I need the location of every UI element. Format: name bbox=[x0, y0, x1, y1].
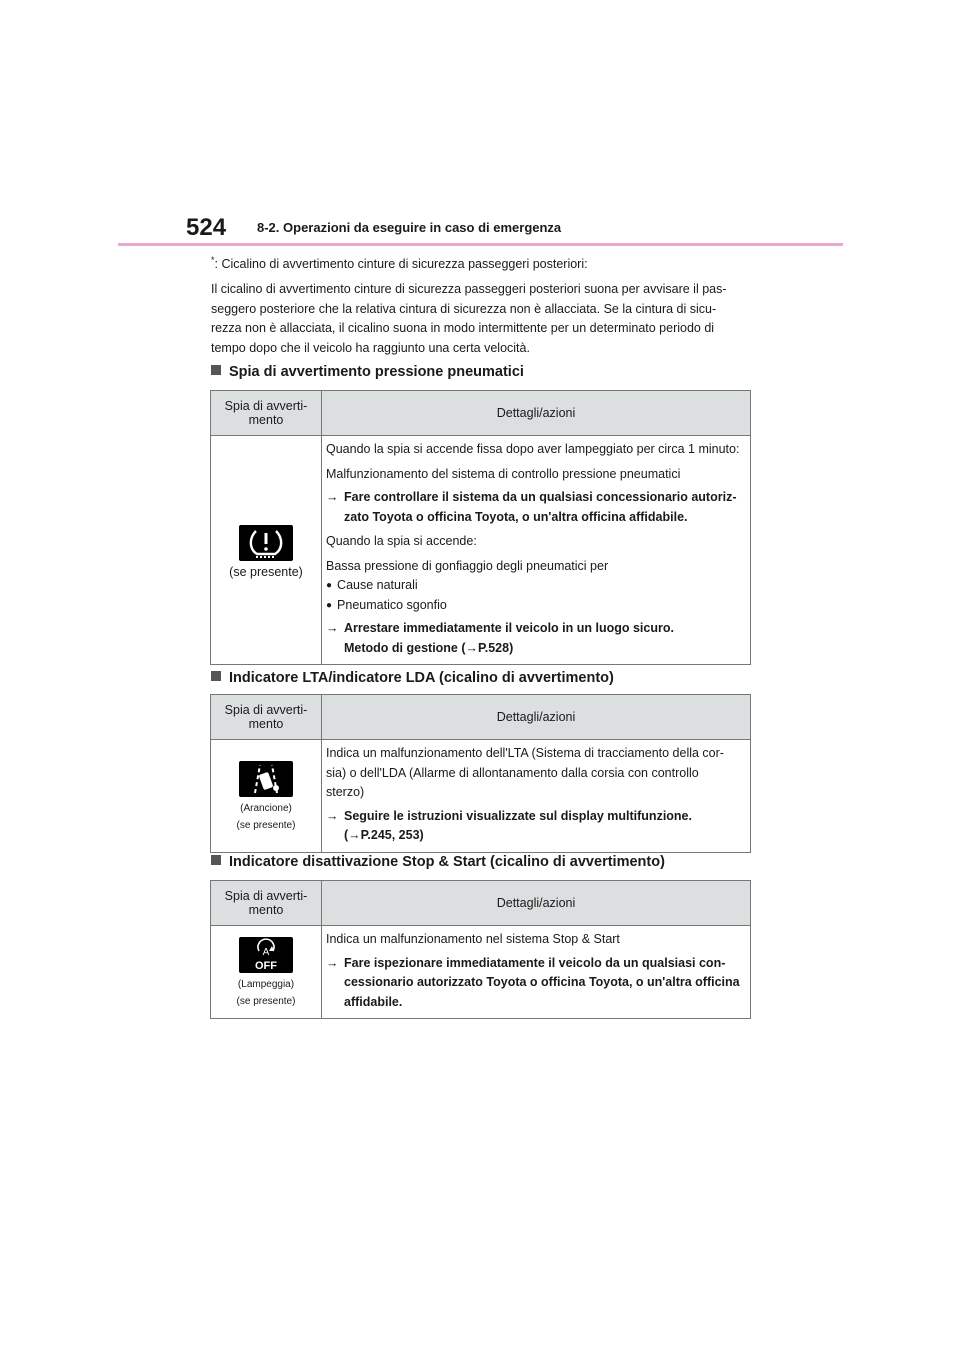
table-row bbox=[211, 926, 751, 1019]
action-text: ( bbox=[344, 828, 349, 842]
header-rule bbox=[118, 243, 843, 246]
detail-line: sia) o dell'LDA (Allarme di allontanamento dalla corsia con controllo bbox=[326, 765, 699, 780]
stop-start-off-icon bbox=[239, 937, 293, 973]
header-text: mento bbox=[248, 903, 284, 917]
page-reference-link[interactable]: P.528) bbox=[478, 640, 514, 655]
detail-line: Indica un malfunzionamento dell'LTA (Sistema di tracciamento della cor- bbox=[326, 746, 724, 760]
header-text: mento bbox=[248, 413, 284, 427]
intro-line: seggero posteriore che la relativa cintura di sicurezza non è allacciata. Se la cintura di sicu- bbox=[211, 301, 717, 316]
action-line bbox=[326, 807, 746, 846]
action-line bbox=[326, 488, 746, 527]
table-row bbox=[211, 436, 751, 665]
square-bullet-icon bbox=[211, 671, 221, 681]
detail-line: Malfunzionamento del sistema di controllo pressione pneumatici bbox=[326, 466, 681, 481]
section-title: Indicatore LTA/indicatore LDA (cicalino di avvertimento) bbox=[229, 670, 614, 686]
footnote-text: : Cicalino di avvertimento cinture di sicurezza passeggeri posteriori: bbox=[214, 257, 588, 272]
tire-pressure-warning-icon bbox=[239, 525, 293, 561]
header-text: Spia di avverti- bbox=[224, 399, 308, 413]
footnote-marker: * bbox=[211, 255, 215, 265]
icon-caption: (se presente) bbox=[229, 565, 303, 579]
page-number: 524 bbox=[186, 214, 227, 241]
detail-line: Indica un malfunzionamento nel sistema Stop & Start bbox=[326, 932, 620, 946]
stop-start-icon-text: OFF bbox=[255, 959, 277, 972]
page-reference-link[interactable]: P.245, 253) bbox=[360, 828, 424, 842]
table-header-row bbox=[211, 695, 751, 740]
header-col-warning-light bbox=[211, 695, 322, 740]
footnote bbox=[211, 255, 588, 271]
detail-line: Bassa pressione di gonfiaggio degli pneumatici per bbox=[326, 558, 609, 573]
action-line bbox=[326, 619, 746, 658]
arrow-icon: → bbox=[348, 828, 361, 842]
header-col-details bbox=[322, 391, 751, 436]
intro-paragraph bbox=[211, 280, 756, 358]
action-line bbox=[326, 954, 746, 1013]
intro-line: rezza non è allacciata, il cicalino suona in modo intermittente per un determinato periodo di bbox=[211, 321, 715, 335]
section-heading-lta-lda bbox=[211, 670, 614, 686]
section-title: Spia di avvertimento pressione pneumatici bbox=[229, 364, 524, 380]
warning-table-tire-pressure bbox=[210, 390, 751, 665]
square-bullet-icon bbox=[211, 855, 221, 865]
bullet-item: ● Cause naturali bbox=[326, 576, 746, 596]
stop-start-icon-letter: A bbox=[262, 946, 270, 958]
warning-table-stop-start bbox=[210, 880, 751, 1019]
warning-table-lta-lda bbox=[210, 694, 751, 853]
action-text: Fare controllare il sistema da un qualsiasi concessionario autoriz- bbox=[344, 490, 737, 504]
arrow-icon: → bbox=[326, 490, 339, 504]
header-text: Spia di avverti- bbox=[224, 703, 308, 717]
intro-line: tempo dopo che il veicolo ha raggiunto una certa velocità. bbox=[211, 340, 530, 355]
bullet-item: ● Pneumatico sgonfio bbox=[326, 596, 746, 616]
header-text: Dettagli/azioni bbox=[496, 406, 576, 420]
header-text: Spia di avverti- bbox=[224, 889, 308, 903]
details-cell bbox=[322, 926, 751, 1019]
detail-line: Quando la spia si accende fissa dopo aver lampeggiato per circa 1 minuto: bbox=[326, 442, 740, 456]
section-heading-stop-start bbox=[211, 854, 665, 870]
section-heading-tire-pressure bbox=[211, 364, 524, 380]
action-text: Metodo di gestione ( bbox=[344, 640, 466, 655]
detail-line: Quando la spia si accende: bbox=[326, 534, 477, 548]
square-bullet-icon bbox=[211, 365, 221, 375]
warning-light-cell bbox=[211, 926, 322, 1019]
icon-caption: (se presente) bbox=[236, 995, 296, 1007]
table-header-row bbox=[211, 881, 751, 926]
action-text: zato Toyota o officina Toyota, o un'altra officina affidabile. bbox=[344, 509, 688, 524]
header-text: mento bbox=[248, 717, 284, 731]
arrow-icon: → bbox=[326, 621, 339, 635]
action-text: affidabile. bbox=[344, 994, 403, 1009]
header-col-details bbox=[322, 695, 751, 740]
icon-caption: (Lampeggia) bbox=[237, 978, 295, 990]
details-cell bbox=[322, 740, 751, 853]
header-text: Dettagli/azioni bbox=[496, 710, 576, 724]
section-title: Indicatore disattivazione Stop & Start (cicalino di avvertimento) bbox=[229, 854, 665, 870]
action-text: Arrestare immediatamente il veicolo in un luogo sicuro. bbox=[344, 621, 674, 635]
action-text: Fare ispezionare immediatamente il veicolo da un qualsiasi con- bbox=[344, 955, 726, 970]
header-col-details bbox=[322, 881, 751, 926]
table-header-row bbox=[211, 391, 751, 436]
arrow-icon: → bbox=[326, 808, 339, 823]
header-col-warning-light bbox=[211, 881, 322, 926]
action-text: Seguire le istruzioni visualizzate sul display multifunzione. bbox=[344, 808, 692, 823]
chapter-title: 8-2. Operazioni da eseguire in caso di emergenza bbox=[257, 220, 562, 235]
intro-line: Il cicalino di avvertimento cinture di sicurezza passeggeri posteriori suona per avvisare il pas- bbox=[211, 282, 727, 296]
details-cell bbox=[322, 436, 751, 665]
arrow-icon: → bbox=[326, 955, 339, 970]
warning-light-cell bbox=[211, 740, 322, 853]
action-text: cessionario autorizzato Toyota o officina Toyota, o un'altra officina bbox=[344, 975, 740, 989]
lane-assist-warning-icon bbox=[239, 761, 293, 797]
warning-light-cell bbox=[211, 436, 322, 665]
table-row bbox=[211, 740, 751, 853]
header-text: Dettagli/azioni bbox=[496, 896, 576, 910]
detail-line: sterzo) bbox=[326, 785, 365, 799]
arrow-icon: → bbox=[465, 640, 479, 655]
icon-caption: (se presente) bbox=[236, 820, 296, 832]
header-col-warning-light bbox=[211, 391, 322, 436]
icon-caption: (Arancione) bbox=[240, 803, 292, 815]
